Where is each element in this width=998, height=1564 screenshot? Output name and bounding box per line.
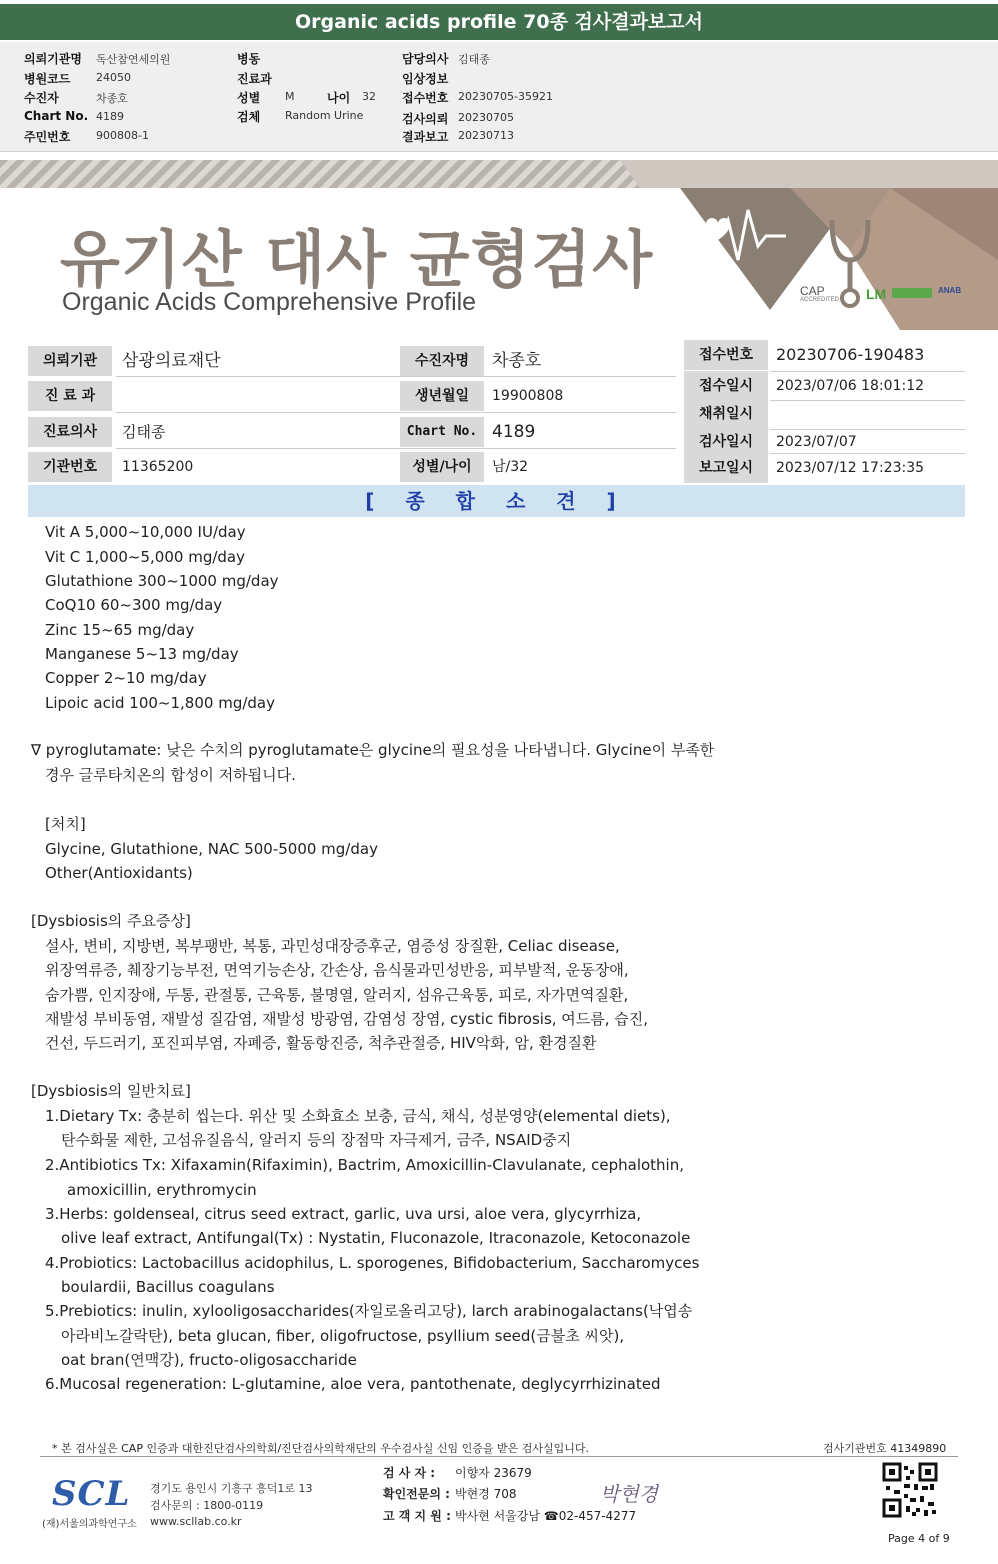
- label-test-date: 검사일시: [684, 427, 768, 457]
- value-collect-date: [770, 399, 965, 429]
- value-birth: 19900808: [492, 388, 564, 404]
- top-info-item: 주민번호 900808-1: [24, 129, 149, 144]
- summary-heading: [ 종 합 소 견 ]: [28, 485, 965, 517]
- lab-address: 경기도 용인시 기흥구 흥덕1로 13: [150, 1482, 313, 1495]
- body-line: 위장역류증, 췌장기능부전, 면역기능손상, 간손상, 음식물과민성반응, 피부발적, 운동장애,: [45, 961, 629, 979]
- value-sex-age: 남/32: [492, 459, 529, 475]
- body-line: 3.Herbs: goldenseal, citrus seed extract, garlic, uva ursi, aloe vera, glycyrrhiza,: [45, 1205, 642, 1223]
- body-line: CoQ10 60~300 mg/day: [45, 596, 223, 614]
- body-line: 5.Prebiotics: inulin, xylooligosaccharides(자일로올리고당), larch arabinogalactans(낙엽송: [45, 1302, 693, 1320]
- label-patient: 수진자명: [400, 346, 484, 376]
- institution-number: 검사기관번호 41349890: [823, 1442, 947, 1455]
- body-line: 설사, 변비, 지방변, 복부팽반, 복통, 과민성대장증후군, 염증성 장질환, Celiac disease,: [45, 937, 620, 955]
- banner-title-english: Organic Acids Comprehensive Profile: [62, 288, 477, 316]
- patient-info-table: [28, 340, 965, 482]
- body-line: Lipoic acid 100~1,800 mg/day: [45, 694, 275, 712]
- doctor-signature: 박현경: [600, 1482, 658, 1506]
- top-info-item: 의뢰기관명 독산참연세의원: [24, 52, 171, 66]
- label-receipt-no: 접수번호: [684, 340, 768, 370]
- cap-accredited-text: ACCREDITED: [800, 297, 840, 303]
- label-institution: 의뢰기관: [28, 346, 112, 376]
- top-info-item: 검체 Random Urine: [237, 109, 364, 124]
- body-line: Glycine, Glutathione, NAC 500-5000 mg/day: [45, 840, 378, 858]
- scl-org-name: (재)서울의과학연구소: [42, 1519, 137, 1530]
- label-report-date: 보고일시: [684, 453, 768, 483]
- body-line: Glutathione 300~1000 mg/day: [45, 572, 279, 590]
- body-line: boulardii, Bacillus coagulans: [61, 1278, 275, 1296]
- label-receipt-date: 접수일시: [684, 371, 768, 401]
- top-info-item: 나이 32: [327, 90, 376, 105]
- value-dept: [116, 381, 396, 411]
- body-line: 건선, 두드러기, 포진피부염, 자폐증, 활동항진증, 척추관절증, HIV악화, 암, 환경질환: [45, 1034, 597, 1052]
- top-info-item: Chart No. 4189: [24, 109, 124, 123]
- body-line: Vit A 5,000~10,000 IU/day: [45, 523, 246, 541]
- body-line: Vit C 1,000~5,000 mg/day: [45, 548, 245, 566]
- label-collect-date: 채취일시: [684, 399, 768, 429]
- value-institution: 삼광의료재단: [122, 351, 221, 371]
- value-report-date: 2023/07/12 17:23:35: [776, 460, 925, 476]
- tester-line: 검 사 자 : 이향자 23679: [383, 1466, 532, 1480]
- top-info-item: 결과보고 20230713: [402, 129, 514, 144]
- top-info-item: 수진자 차종호: [24, 91, 128, 105]
- label-dept: 진 료 과: [28, 381, 112, 411]
- top-info-item: 접수번호 20230705-35921: [402, 90, 553, 105]
- body-line: olive leaf extract, Antifungal(Tx) : Nystatin, Fluconazole, Itraconazole, Ketoconazole: [61, 1229, 691, 1247]
- confirm-doctor-line: 확인전문의 : 박현경 708: [383, 1487, 517, 1501]
- footer-divider: [40, 1456, 958, 1457]
- label-sex-age: 성별/나이: [400, 452, 484, 482]
- customer-support-line: 고 객 지 원 : 박사현 서울강남 ☎02-457-4277: [383, 1509, 637, 1523]
- report-title: Organic acids profile 70종 검사결과보고서: [0, 4, 998, 40]
- body-line: amoxicillin, erythromycin: [67, 1181, 257, 1199]
- top-info-item: 병동: [237, 52, 261, 66]
- top-info-item: 검사의뢰 20230705: [402, 111, 514, 126]
- body-line: 2.Antibiotics Tx: Xifaxamin(Rifaximin), Bactrim, Amoxicillin-Clavulanate, cephalothin,: [45, 1156, 684, 1174]
- value-patient: 차종호: [492, 351, 542, 371]
- value-receipt-no: 20230706-190483: [776, 345, 925, 364]
- row-divider: [116, 448, 676, 449]
- lab-inquiry-phone: 검사문의 : 1800-0119: [150, 1499, 264, 1512]
- body-line: 경우 글루타치온의 합성이 저하됩니다.: [45, 766, 296, 784]
- cap-logo: CAP: [800, 284, 825, 298]
- value-doctor: 김태종: [122, 423, 166, 441]
- body-line: 1.Dietary Tx: 충분히 씹는다. 위산 및 소화효소 보충, 금식, 채식, 성분영양(elemental diets),: [45, 1107, 671, 1125]
- value-receipt-date: 2023/07/06 18:01:12: [776, 378, 925, 394]
- value-org-no: 11365200: [122, 459, 194, 475]
- row-divider: [116, 412, 676, 413]
- body-line: 탄수화물 제한, 고섬유질음식, 알러지 등의 장점막 자극제거, 금주, NSAID중지: [61, 1131, 572, 1149]
- body-line: [Dysbiosis의 주요증상]: [31, 912, 191, 930]
- body-line: 재발성 부비동염, 재발성 질감염, 재발성 방광염, 감염성 장염, cystic fibrosis, 여드름, 습진,: [45, 1010, 649, 1028]
- label-org-no: 기관번호: [28, 452, 112, 482]
- body-line: oat bran(연맥강), fructo-oligosaccharide: [61, 1351, 357, 1369]
- value-chart-no: 4189: [492, 422, 536, 442]
- label-doctor: 진료의사: [28, 417, 112, 447]
- body-line: 6.Mucosal regeneration: L-glutamine, aloe vera, pantothenate, deglycyrrhizinated: [45, 1375, 661, 1393]
- top-info-item: 병원코드 24050: [24, 71, 131, 86]
- body-line: 아라비노갈락탄), beta glucan, fiber, oligofructose, psyllium seed(금불초 씨앗),: [61, 1327, 625, 1345]
- top-info-item: 성별 M: [237, 90, 295, 105]
- label-chart-no: Chart No.: [400, 417, 484, 447]
- banner-title-korean: 유기산 대사 균형검사: [60, 223, 654, 296]
- top-info-item: 임상정보: [402, 72, 449, 86]
- body-line: 4.Probiotics: Lactobacillus acidophilus, L. sporogenes, Bifidobacterium, Saccharomyces: [45, 1254, 700, 1272]
- body-line: Copper 2~10 mg/day: [45, 669, 207, 687]
- body-line: Manganese 5~13 mg/day: [45, 645, 239, 663]
- top-info-item: 담당의사 김태종: [402, 52, 490, 66]
- top-info-panel: [0, 42, 998, 152]
- value-test-date: 2023/07/07: [776, 434, 857, 450]
- body-line: [처치]: [45, 815, 86, 833]
- body-line: Other(Antioxidants): [45, 864, 193, 882]
- body-line: [Dysbiosis의 일반치료]: [31, 1082, 191, 1100]
- green-cert-badge: [892, 288, 932, 298]
- body-line: ∇ pyroglutamate: 낮은 수치의 pyroglutamate은 glycine의 필요성을 나타냅니다. Glycine이 부족한: [31, 741, 715, 759]
- top-info-item: 진료과: [237, 72, 272, 86]
- anab-logo: ANAB: [938, 286, 962, 295]
- title-banner: [0, 160, 998, 330]
- scl-logo: SCL: [52, 1474, 131, 1514]
- page-number: Page 4 of 9: [888, 1532, 950, 1545]
- qr-code-icon: [882, 1462, 938, 1518]
- label-birth: 생년월일: [400, 381, 484, 411]
- body-line: Zinc 15~65 mg/day: [45, 621, 195, 639]
- body-line: 숨가쁨, 인지장애, 두통, 관절통, 근육통, 불명열, 알러지, 섬유근육통, 피로, 자가면역질환,: [45, 986, 629, 1004]
- lm-logo: LM: [866, 286, 887, 302]
- certification-note: * 본 검사실은 CAP 인증과 대한진단검사의학회/진단검사의학재단의 우수검사실 신임 인증을 받은 검사실입니다.: [52, 1442, 590, 1455]
- row-divider: [116, 376, 676, 377]
- lab-website[interactable]: www.scllab.co.kr: [150, 1515, 242, 1528]
